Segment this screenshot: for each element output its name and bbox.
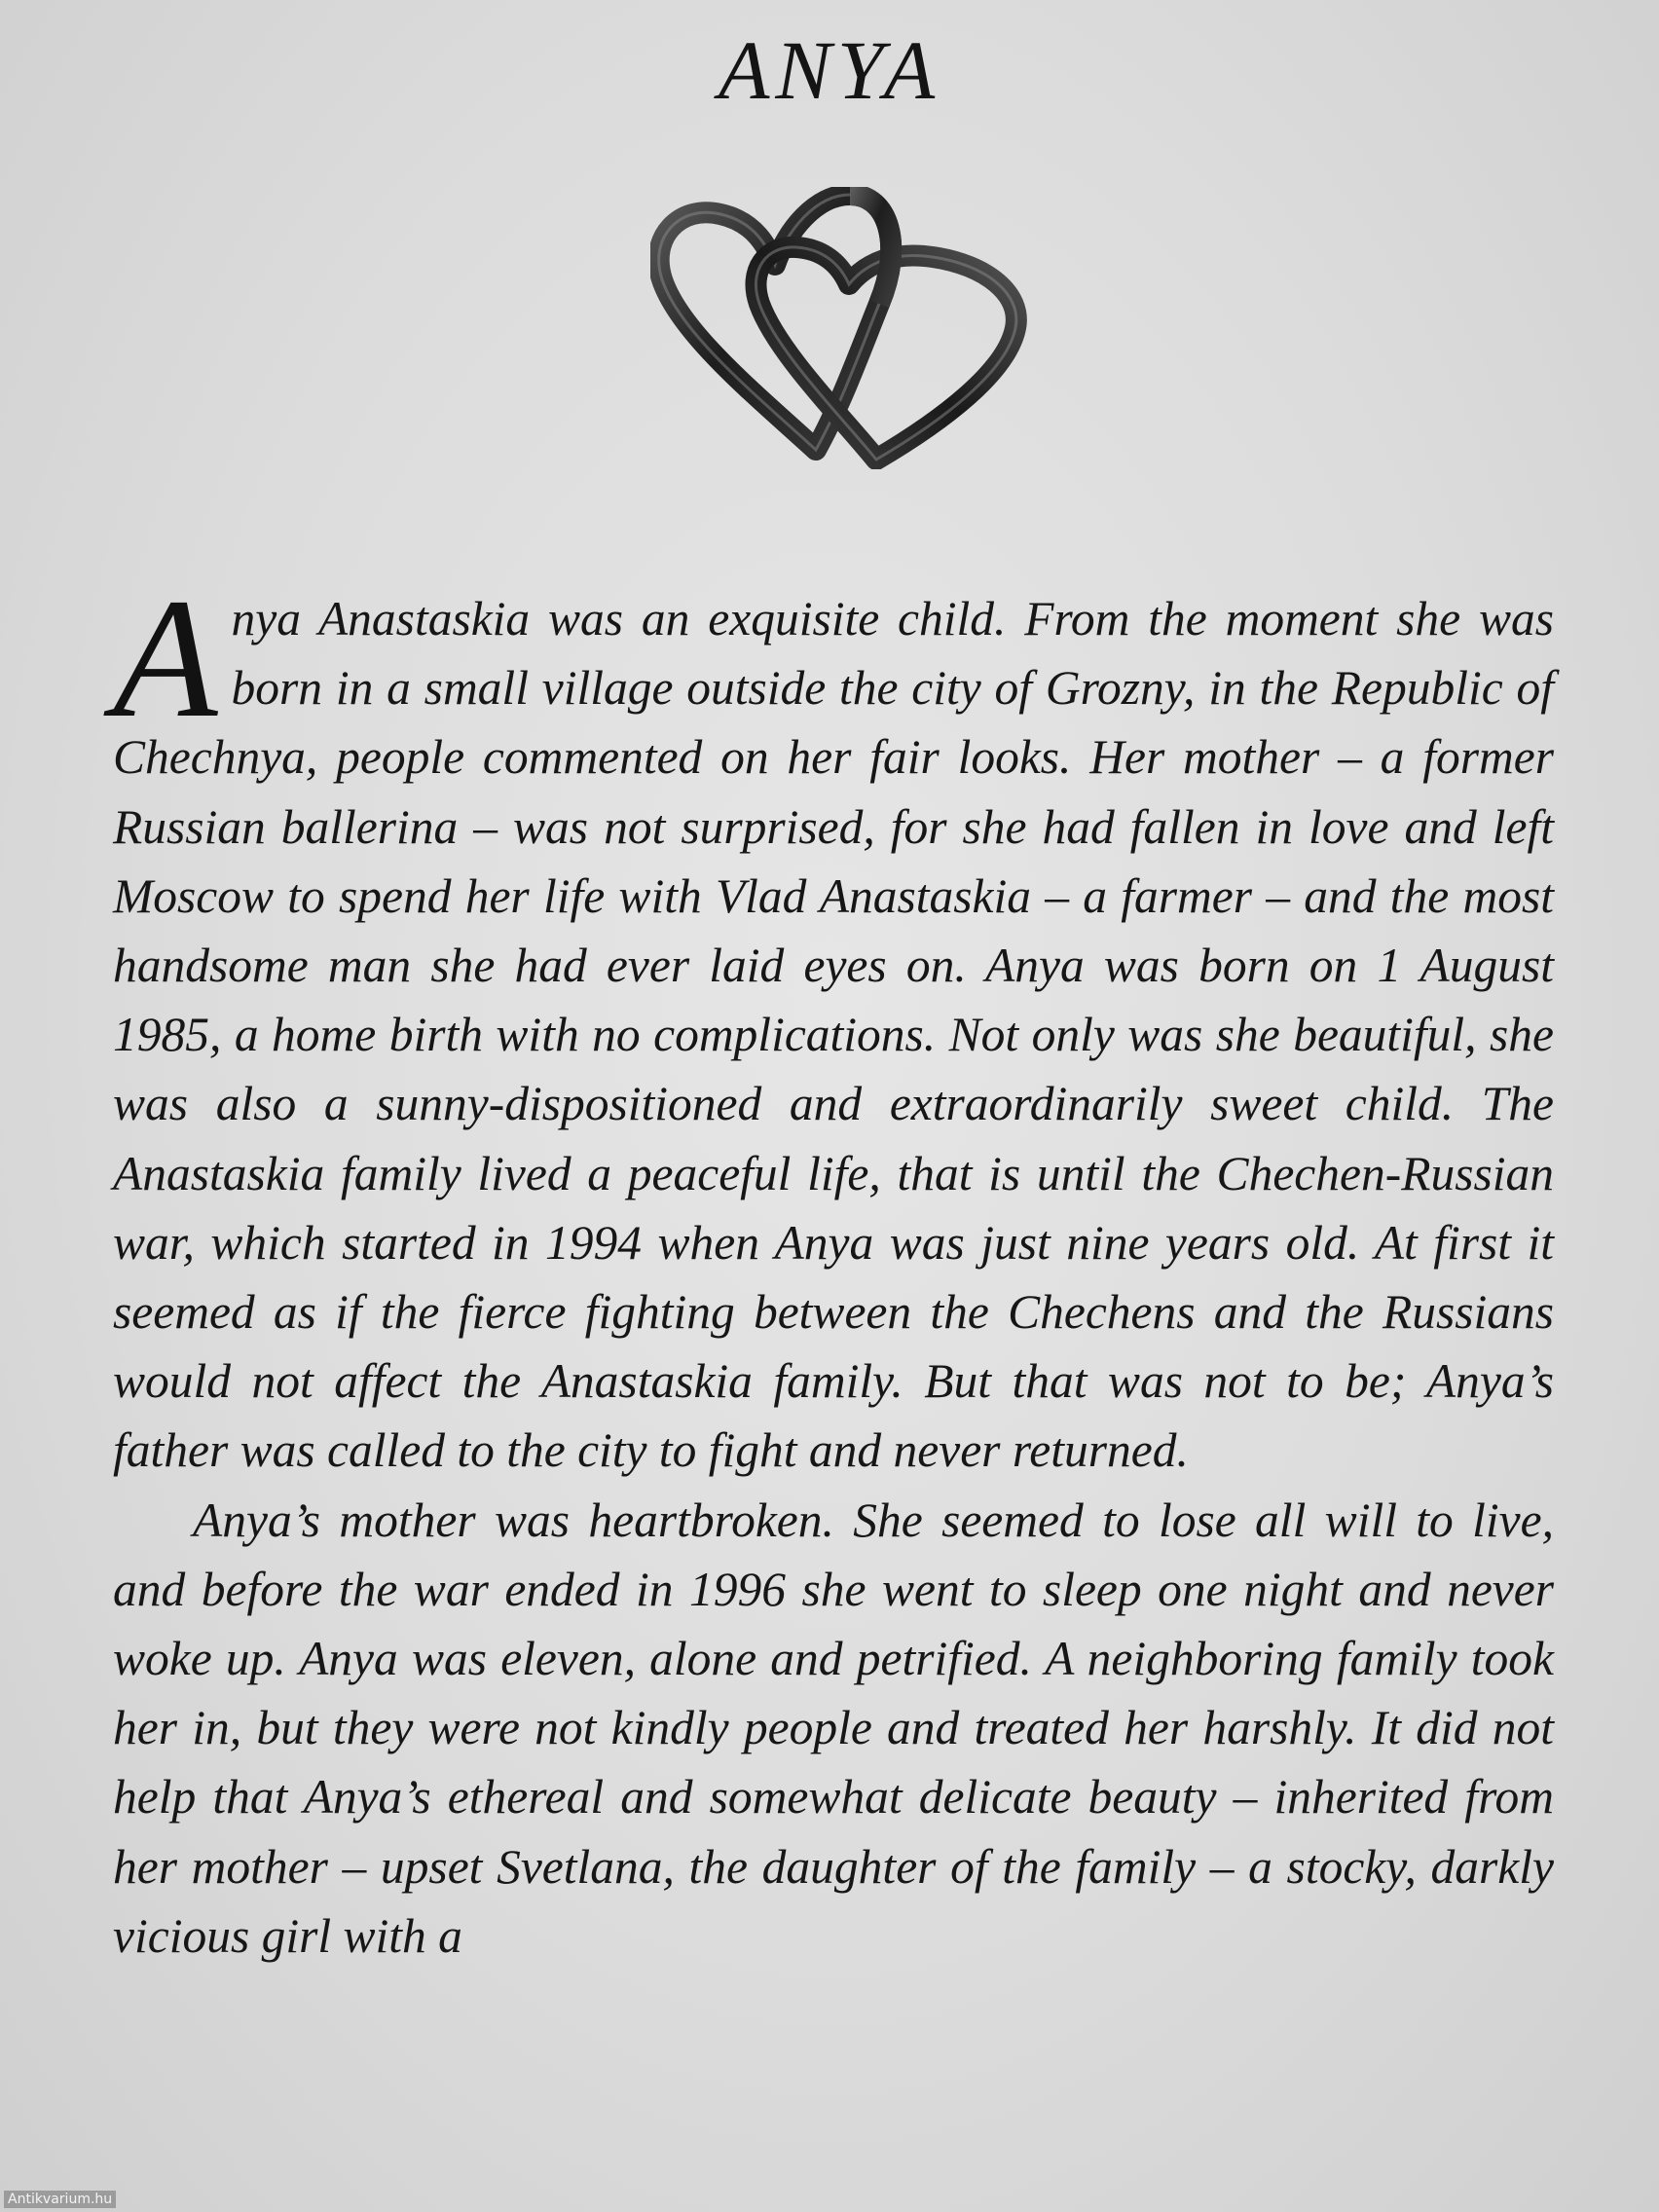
paragraph-1-text: nya Anastaskia was an exquisite child. From the moment she was born in a small village outside the city of Grozny, in the Republic of Chechnya, people commented on her fair looks. Her mother – a former Russian ballerina – was not surprised, for she had fallen in love and left Moscow to spend her life with Vlad Anastaskia – a farmer – and the most handsome man she had ever laid eyes on. Anya was born on 1 August 1985, a home birth with no complications. Not only was she beautiful, she was also a sunny-dispositioned and extraordinarily sweet child. The Anastaskia family lived a peaceful life, that is until the Chechen-Russian war, which started in 1994 when Anya was just nine years old. At first it seemed as if the fierce fighting between the Chechens and the Russians would not affect the Anastaskia family. But that was not to be; Anya’s father was called to the city to fight and never returned. [113, 592, 1554, 1478]
watermark: Antikvarium.hu [4, 2191, 116, 2208]
chapter-title: ANYA [718, 23, 941, 117]
paragraph-1 [113, 564, 1554, 1486]
interlocking-hearts-icon [650, 187, 1030, 469]
drop-cap: A [113, 564, 218, 754]
chapter-body [113, 564, 1554, 1971]
paragraph-2: Anya’s mother was heartbroken. She seemed to lose all will to live, and before the war ended in 1996 she went to sleep one night and never woke up. Anya was eleven, alone and petrified. A neighboring family took her in, but they were not kindly people and treated her harshly. It did not help that Anya’s ethereal and somewhat delicate beauty – inherited from her mother – upset Svetlana, the daughter of the family – a stocky, darkly vicious girl with a [113, 1493, 1554, 1963]
